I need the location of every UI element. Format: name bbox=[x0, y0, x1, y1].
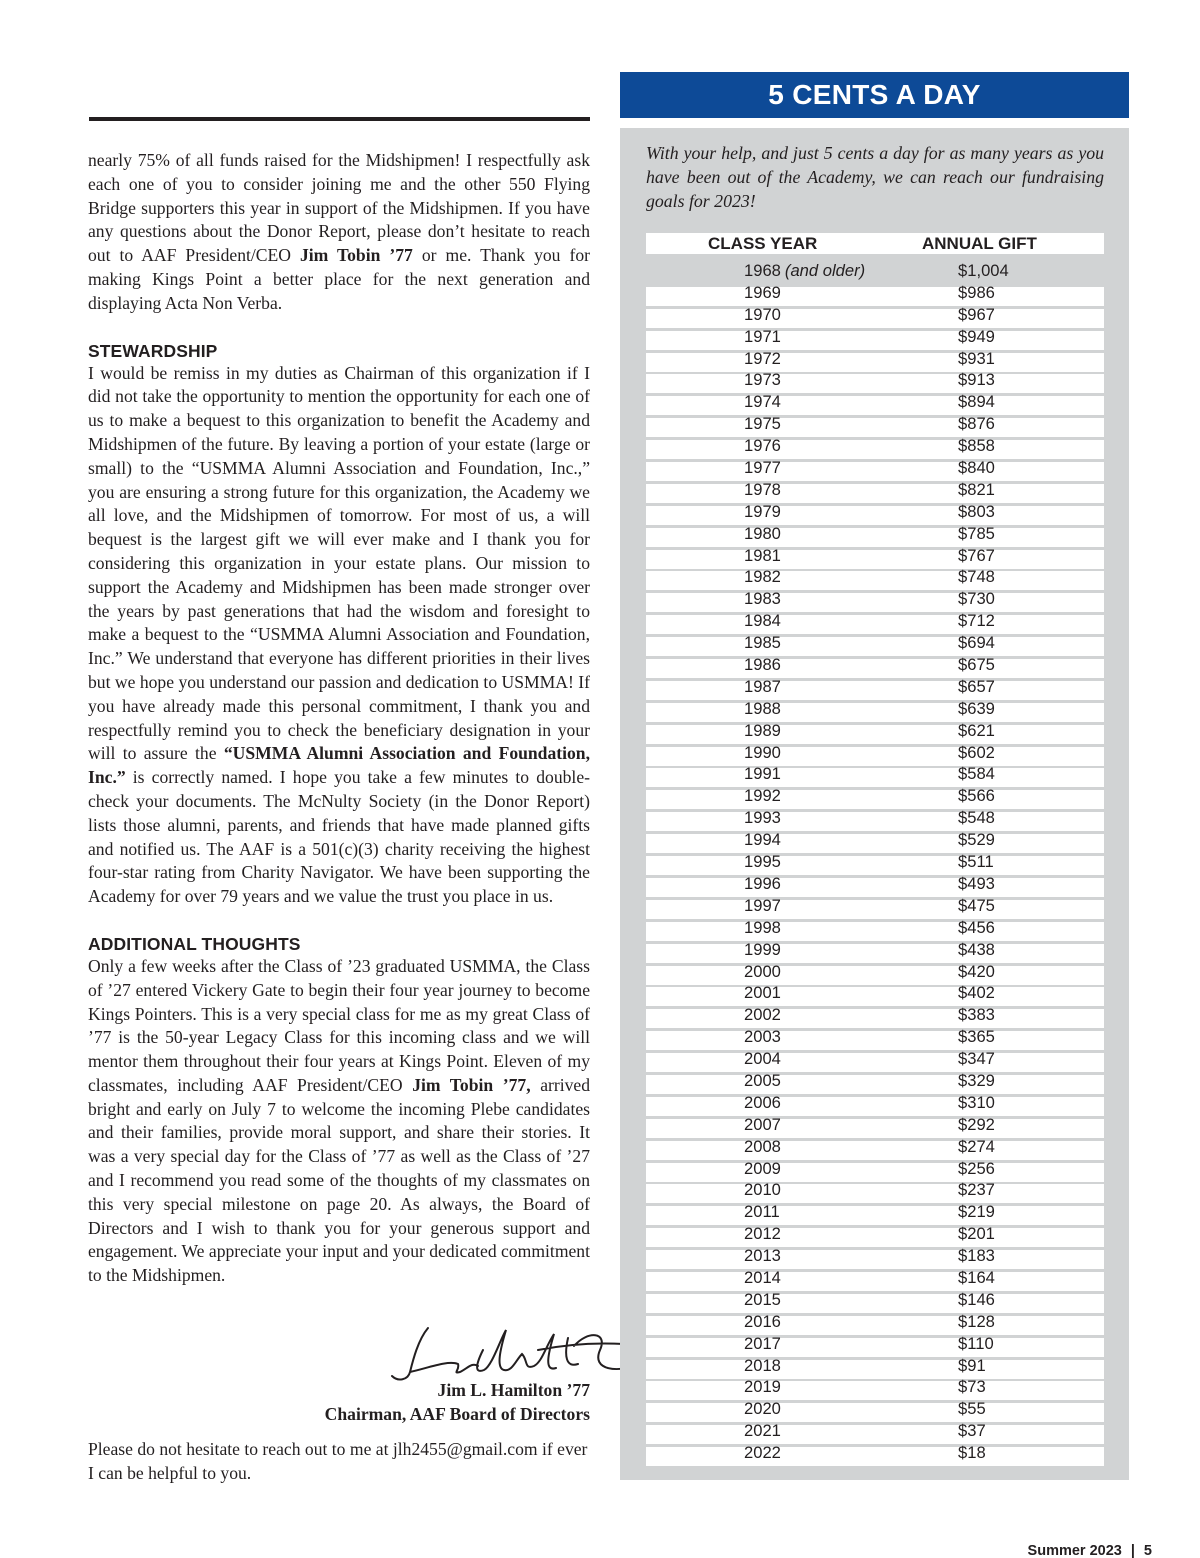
row-band bbox=[646, 440, 1104, 459]
class-year-cell: 2004 bbox=[744, 1049, 781, 1069]
table-row bbox=[646, 634, 1104, 656]
class-year-cell: 1977 bbox=[744, 458, 781, 478]
table-row bbox=[646, 875, 1104, 897]
page-number: 5 bbox=[1143, 1543, 1152, 1558]
annual-gift-cell: $18 bbox=[958, 1443, 986, 1463]
column-header-class-year: CLASS YEAR bbox=[708, 234, 818, 253]
table-row bbox=[646, 1050, 1104, 1072]
table-row bbox=[646, 1203, 1104, 1225]
table-row bbox=[646, 744, 1104, 766]
annual-gift-cell: $164 bbox=[958, 1267, 995, 1287]
row-band bbox=[646, 856, 1104, 875]
annual-gift-cell: $37 bbox=[958, 1421, 986, 1441]
class-year-cell: 1974 bbox=[744, 392, 781, 412]
class-year-cell: 1981 bbox=[744, 545, 781, 565]
table-row bbox=[646, 284, 1104, 306]
row-band bbox=[646, 703, 1104, 722]
and-older-note: (and older) bbox=[784, 261, 866, 280]
annual-gift-cell: $493 bbox=[958, 873, 995, 893]
annual-gift-cell: $675 bbox=[958, 655, 995, 675]
annual-gift-cell: $876 bbox=[958, 414, 995, 434]
annual-gift-cell: $55 bbox=[958, 1399, 986, 1419]
table-row bbox=[646, 963, 1104, 985]
row-band bbox=[646, 506, 1104, 525]
table-row bbox=[646, 371, 1104, 393]
table-row bbox=[646, 1006, 1104, 1028]
bold-name: Jim Tobin ’77, bbox=[412, 1074, 531, 1095]
table-row bbox=[646, 897, 1104, 919]
table-row bbox=[646, 525, 1104, 547]
table-row bbox=[646, 678, 1104, 700]
row-band bbox=[646, 309, 1104, 328]
row-band bbox=[646, 1184, 1104, 1203]
class-year-cell: 2006 bbox=[744, 1092, 781, 1112]
table-row bbox=[646, 765, 1104, 787]
class-year-cell: 2009 bbox=[744, 1158, 781, 1178]
class-year-cell: 2016 bbox=[744, 1311, 781, 1331]
table-row bbox=[646, 1269, 1104, 1291]
issue-label: Summer 2023 bbox=[1027, 1543, 1122, 1558]
table-row bbox=[646, 1181, 1104, 1203]
class-year-cell: 1985 bbox=[744, 633, 781, 653]
class-year-cell: 1979 bbox=[744, 501, 781, 521]
class-year-cell: 1999 bbox=[744, 939, 781, 959]
table-row bbox=[646, 831, 1104, 853]
article-body bbox=[88, 149, 590, 1288]
annual-gift-cell: $438 bbox=[958, 939, 995, 959]
table-row bbox=[646, 853, 1104, 875]
row-band bbox=[646, 1009, 1104, 1028]
row-band bbox=[646, 1360, 1104, 1379]
table-row bbox=[646, 700, 1104, 722]
table-row bbox=[646, 1422, 1104, 1444]
annual-gift-cell: $730 bbox=[958, 589, 995, 609]
class-year-cell: 2014 bbox=[744, 1267, 781, 1287]
annual-gift-cell: $128 bbox=[958, 1311, 995, 1331]
class-year-cell: 1973 bbox=[744, 370, 781, 390]
annual-gift-cell: $292 bbox=[958, 1114, 995, 1134]
table-row bbox=[646, 481, 1104, 503]
annual-gift-cell: $712 bbox=[958, 611, 995, 631]
annual-gift-cell: $949 bbox=[958, 326, 995, 346]
table-row bbox=[646, 787, 1104, 809]
row-band bbox=[646, 1338, 1104, 1357]
annual-gift-cell: $602 bbox=[958, 742, 995, 762]
class-year-cell: 1993 bbox=[744, 808, 781, 828]
class-year-cell: 2019 bbox=[744, 1377, 781, 1397]
class-year-cell: 2000 bbox=[744, 961, 781, 981]
annual-gift-cell: $986 bbox=[958, 282, 995, 302]
annual-gift-cell: $91 bbox=[958, 1355, 986, 1375]
row-band bbox=[646, 396, 1104, 415]
signer-title: Chairman, AAF Board of Directors bbox=[324, 1404, 590, 1424]
annual-gift-cell: $529 bbox=[958, 830, 995, 850]
row-band bbox=[646, 287, 1104, 306]
row-band bbox=[646, 331, 1104, 350]
row-band bbox=[646, 418, 1104, 437]
stewardship-heading: STEWARDSHIP bbox=[88, 340, 218, 361]
class-year-cell: 1980 bbox=[744, 523, 781, 543]
class-year-cell: 1994 bbox=[744, 830, 781, 850]
class-year-cell: 1998 bbox=[744, 917, 781, 937]
class-year-cell: 1969 bbox=[744, 282, 781, 302]
class-year-cell: 1975 bbox=[744, 414, 781, 434]
table-row bbox=[646, 306, 1104, 328]
row-band bbox=[646, 812, 1104, 831]
class-year-cell: 1986 bbox=[744, 655, 781, 675]
row-band bbox=[646, 900, 1104, 919]
class-year-cell: 1988 bbox=[744, 698, 781, 718]
class-year-cell: 1995 bbox=[744, 852, 781, 872]
row-band bbox=[646, 637, 1104, 656]
row-band bbox=[646, 1141, 1104, 1160]
row-band bbox=[646, 1031, 1104, 1050]
annual-gift-cell: $913 bbox=[958, 370, 995, 390]
table-row bbox=[646, 1400, 1104, 1422]
row-band bbox=[646, 1228, 1104, 1247]
table-row bbox=[646, 547, 1104, 569]
row-band bbox=[646, 1163, 1104, 1182]
row-band bbox=[646, 1075, 1104, 1094]
row-band bbox=[646, 944, 1104, 963]
annual-gift-cell: $1,004 bbox=[958, 261, 1009, 280]
row-band bbox=[646, 353, 1104, 372]
annual-gift-cell: $456 bbox=[958, 917, 995, 937]
class-year-cell: 1996 bbox=[744, 873, 781, 893]
annual-gift-cell: $256 bbox=[958, 1158, 995, 1178]
sidebar-banner: 5 CENTS A DAY bbox=[620, 72, 1129, 118]
table-row bbox=[646, 393, 1104, 415]
annual-gift-cell: $858 bbox=[958, 436, 995, 456]
annual-gift-cell: $365 bbox=[958, 1027, 995, 1047]
class-year-cell: 2015 bbox=[744, 1289, 781, 1309]
annual-gift-cell: $201 bbox=[958, 1224, 995, 1244]
row-band bbox=[646, 462, 1104, 481]
class-year-cell: 1972 bbox=[744, 348, 781, 368]
row-band bbox=[646, 1403, 1104, 1422]
annual-gift-cell: $821 bbox=[958, 479, 995, 499]
page-footer bbox=[1028, 1543, 1152, 1558]
table-row bbox=[646, 1313, 1104, 1335]
class-year-cell: 1976 bbox=[744, 436, 781, 456]
row-band bbox=[646, 1250, 1104, 1269]
column-header-annual-gift: ANNUAL GIFT bbox=[922, 234, 1037, 253]
row-band bbox=[646, 1294, 1104, 1313]
table-row bbox=[646, 722, 1104, 744]
annual-gift-cell: $840 bbox=[958, 458, 995, 478]
row-band bbox=[646, 615, 1104, 634]
class-year-cell: 2011 bbox=[744, 1202, 780, 1222]
closing-paragraph: Please do not hesitate to reach out to me at jlh2455@gmail.com if ever I can be helpful to you. bbox=[88, 1439, 588, 1483]
row-band bbox=[646, 681, 1104, 700]
annual-gift-cell: $274 bbox=[958, 1136, 995, 1156]
gift-table-header bbox=[646, 233, 1104, 254]
class-year-cell: 1982 bbox=[744, 567, 781, 587]
row-band bbox=[646, 1447, 1104, 1466]
annual-gift-cell: $146 bbox=[958, 1289, 995, 1309]
table-row bbox=[646, 656, 1104, 678]
row-band bbox=[646, 987, 1104, 1006]
gift-table bbox=[646, 262, 1104, 1466]
annual-gift-cell: $511 bbox=[958, 852, 994, 872]
annual-gift-cell: $639 bbox=[958, 698, 995, 718]
table-row bbox=[646, 568, 1104, 590]
bold-name: Jim Tobin ’77 bbox=[299, 245, 413, 266]
class-year-cell: 2003 bbox=[744, 1027, 781, 1047]
row-band bbox=[646, 747, 1104, 766]
footer-separator: | bbox=[1130, 1543, 1135, 1558]
row-band bbox=[646, 1097, 1104, 1116]
annual-gift-cell: $219 bbox=[958, 1202, 995, 1222]
table-row bbox=[646, 459, 1104, 481]
table-row bbox=[646, 984, 1104, 1006]
class-year-cell: 1970 bbox=[744, 304, 781, 324]
annual-gift-cell: $310 bbox=[958, 1092, 995, 1112]
table-row bbox=[646, 1116, 1104, 1138]
table-row bbox=[646, 437, 1104, 459]
table-row bbox=[646, 590, 1104, 612]
table-row bbox=[646, 1444, 1104, 1466]
annual-gift-cell: $967 bbox=[958, 304, 995, 324]
table-row bbox=[646, 1291, 1104, 1313]
annual-gift-cell: $657 bbox=[958, 676, 995, 696]
table-row bbox=[646, 328, 1104, 350]
class-year-cell: 1989 bbox=[744, 720, 781, 740]
table-row bbox=[646, 1225, 1104, 1247]
annual-gift-cell: $548 bbox=[958, 808, 995, 828]
row-band bbox=[646, 528, 1104, 547]
row-band bbox=[646, 659, 1104, 678]
annual-gift-cell: $785 bbox=[958, 523, 995, 543]
class-year-cell: 2022 bbox=[744, 1443, 781, 1463]
row-band bbox=[646, 484, 1104, 503]
table-row bbox=[646, 1357, 1104, 1379]
row-band bbox=[646, 768, 1104, 787]
class-year-cell: 2012 bbox=[744, 1224, 781, 1244]
row-band bbox=[646, 1119, 1104, 1138]
table-row bbox=[646, 919, 1104, 941]
signer-name: Jim L. Hamilton ’77 bbox=[437, 1380, 590, 1400]
class-year-cell: 1983 bbox=[744, 589, 781, 609]
class-year-cell: 2017 bbox=[744, 1333, 781, 1353]
annual-gift-cell: $584 bbox=[958, 764, 995, 784]
annual-gift-cell: $694 bbox=[958, 633, 995, 653]
class-year-cell: 2002 bbox=[744, 1005, 781, 1025]
table-row bbox=[646, 1335, 1104, 1357]
row-band bbox=[646, 593, 1104, 612]
table-row bbox=[646, 1138, 1104, 1160]
row-band bbox=[646, 571, 1104, 590]
top-rule bbox=[89, 117, 590, 121]
annual-gift-cell: $803 bbox=[958, 501, 995, 521]
annual-gift-cell: $621 bbox=[958, 720, 995, 740]
row-band bbox=[646, 550, 1104, 569]
annual-gift-cell: $347 bbox=[958, 1049, 995, 1069]
class-year-cell: 2018 bbox=[744, 1355, 781, 1375]
row-band bbox=[646, 374, 1104, 393]
class-year-cell: 2010 bbox=[744, 1180, 781, 1200]
row-band bbox=[646, 966, 1104, 985]
table-row bbox=[646, 1160, 1104, 1182]
table-row bbox=[646, 1094, 1104, 1116]
row-band bbox=[646, 878, 1104, 897]
class-year-cell: 2021 bbox=[744, 1421, 781, 1441]
table-row bbox=[646, 1378, 1104, 1400]
annual-gift-cell: $329 bbox=[958, 1070, 995, 1090]
table-row bbox=[646, 262, 1104, 284]
row-band bbox=[646, 725, 1104, 744]
class-year-cell: 1997 bbox=[744, 895, 781, 915]
additional-thoughts-paragraph: Only a few weeks after the Class of ’23 graduated USMMA, the Class of ’27 entered Vickery Gate to begin their four year journey to become Kings Pointers. This is a very special class for me as my great Class of ’77 is the 50-year Legacy Class for this incoming class and we will mentor them throughout their four years at Kings Point. Eleven of my classmates, including AAF President/CEO Jim Tobin ’77, arrived bright and early on July 7 to welcome the incoming Plebe candidates and their families, provide moral support, and share their stories. It was a very special day for the Class of ’77 as well as the Class of ’27 and I recommend you read some of the thoughts of my classmates on this very special milestone on page 20. As always, the Board of Directors and I wish to thank you for your generous support and engagement. We appreciate your input and your dedicated commitment to the Midshipmen. bbox=[88, 955, 591, 1286]
row-band bbox=[646, 834, 1104, 853]
table-row bbox=[646, 809, 1104, 831]
annual-gift-cell: $110 bbox=[958, 1333, 994, 1353]
annual-gift-cell: $420 bbox=[958, 961, 995, 981]
class-year-cell: 2005 bbox=[744, 1070, 781, 1090]
additional-thoughts-heading: ADDITIONAL THOUGHTS bbox=[88, 933, 301, 954]
class-year-cell: 2013 bbox=[744, 1246, 781, 1266]
row-band bbox=[646, 790, 1104, 809]
annual-gift-cell: $402 bbox=[958, 983, 995, 1003]
class-year-cell: 1987 bbox=[744, 676, 781, 696]
row-band bbox=[646, 1053, 1104, 1072]
table-row bbox=[646, 612, 1104, 634]
annual-gift-cell: $748 bbox=[958, 567, 995, 587]
table-row bbox=[646, 503, 1104, 525]
table-row bbox=[646, 350, 1104, 372]
table-row bbox=[646, 1072, 1104, 1094]
annual-gift-cell: $183 bbox=[958, 1246, 995, 1266]
annual-gift-cell: $767 bbox=[958, 545, 995, 565]
class-year-cell: 1968 (and older) bbox=[744, 261, 866, 280]
class-year-cell: 1984 bbox=[744, 611, 781, 631]
sidebar-intro: With your help, and just 5 cents a day for as many years as you have been out of the Academy, we can reach our fundraising goals for 2023! bbox=[646, 143, 1104, 211]
class-year-cell: 2008 bbox=[744, 1136, 781, 1156]
table-row bbox=[646, 1247, 1104, 1269]
row-band bbox=[646, 1316, 1104, 1335]
class-year-cell: 1992 bbox=[744, 786, 781, 806]
row-band bbox=[646, 922, 1104, 941]
annual-gift-cell: $383 bbox=[958, 1005, 995, 1025]
row-band bbox=[646, 1272, 1104, 1291]
annual-gift-cell: $237 bbox=[958, 1180, 995, 1200]
opening-paragraph: nearly 75% of all funds raised for the Midshipmen! I respectfully ask each one of you to consider joining me and the other 550 Flying Bridge supporters this year in support of the Midshipmen. If you have any questions about the Donor Report, please don’t hesitate to reach out to AAF President/CEO Jim Tobin ’77 or me. Thank you for making Kings Point a better place for the next generation and displaying Acta Non Verba. bbox=[88, 150, 590, 313]
bold-org-name: “USMMA Alumni Association and Foundation, Inc.” bbox=[88, 743, 590, 788]
class-year-cell: 2020 bbox=[744, 1399, 781, 1419]
table-row bbox=[646, 1028, 1104, 1050]
class-year-cell: 2001 bbox=[744, 983, 781, 1003]
class-year-cell: 1990 bbox=[744, 742, 781, 762]
annual-gift-cell: $931 bbox=[958, 348, 995, 368]
table-row bbox=[646, 415, 1104, 437]
annual-gift-cell: $475 bbox=[958, 895, 995, 915]
row-band bbox=[646, 1206, 1104, 1225]
row-band bbox=[646, 1381, 1104, 1400]
annual-gift-cell: $73 bbox=[958, 1377, 986, 1397]
table-row bbox=[646, 941, 1104, 963]
row-band bbox=[646, 1425, 1104, 1444]
annual-gift-cell: $566 bbox=[958, 786, 995, 806]
annual-gift-cell: $894 bbox=[958, 392, 995, 412]
class-year-cell: 1991 bbox=[744, 764, 781, 784]
class-year-cell: 1978 bbox=[744, 479, 781, 499]
class-year-cell: 2007 bbox=[744, 1114, 781, 1134]
class-year-cell: 1971 bbox=[744, 326, 781, 346]
stewardship-paragraph: I would be remiss in my duties as Chairman of this organization if I did not take the opportunity to mention the opportunity for each one of us to make a bequest to this organization to benefit the Academy and Midshipmen of the future. By leaving a portion of your estate (large or small) to the “USMMA Alumni Association and Foundation, Inc.,” you are ensuring a strong future for this organization, the Academy we all love, and the Midshipmen of tomorrow. For most of us, a will bequest is the largest gift we will ever make and I thank you for considering this organization in your estate plans. Our mission to support the Academy and Midshipmen has been made stronger over the years by past generations that had the wisdom and foresight to make a bequest to the “USMMA Alumni Association and Foundation, Inc.” We understand that everyone has different priorities in their lives but we hope you understand our passion and dedication to USMMA! If you have already made this personal commitment, I thank you and respectfully remind you to check the beneficiary designation in your will to assure the “USMMA Alumni Association and Foundation, Inc.” is correctly named. I hope you take a few minutes to double-check your documents. The McNulty Society (in the Donor Report) lists those alumni, parents, and friends that have made planned gifts and notified us. The AAF is a 501(c)(3) charity receiving the highest four-star rating from Charity Navigator. We have been supporting the Academy for over 79 years and we value the trust you place in us. bbox=[88, 362, 590, 907]
